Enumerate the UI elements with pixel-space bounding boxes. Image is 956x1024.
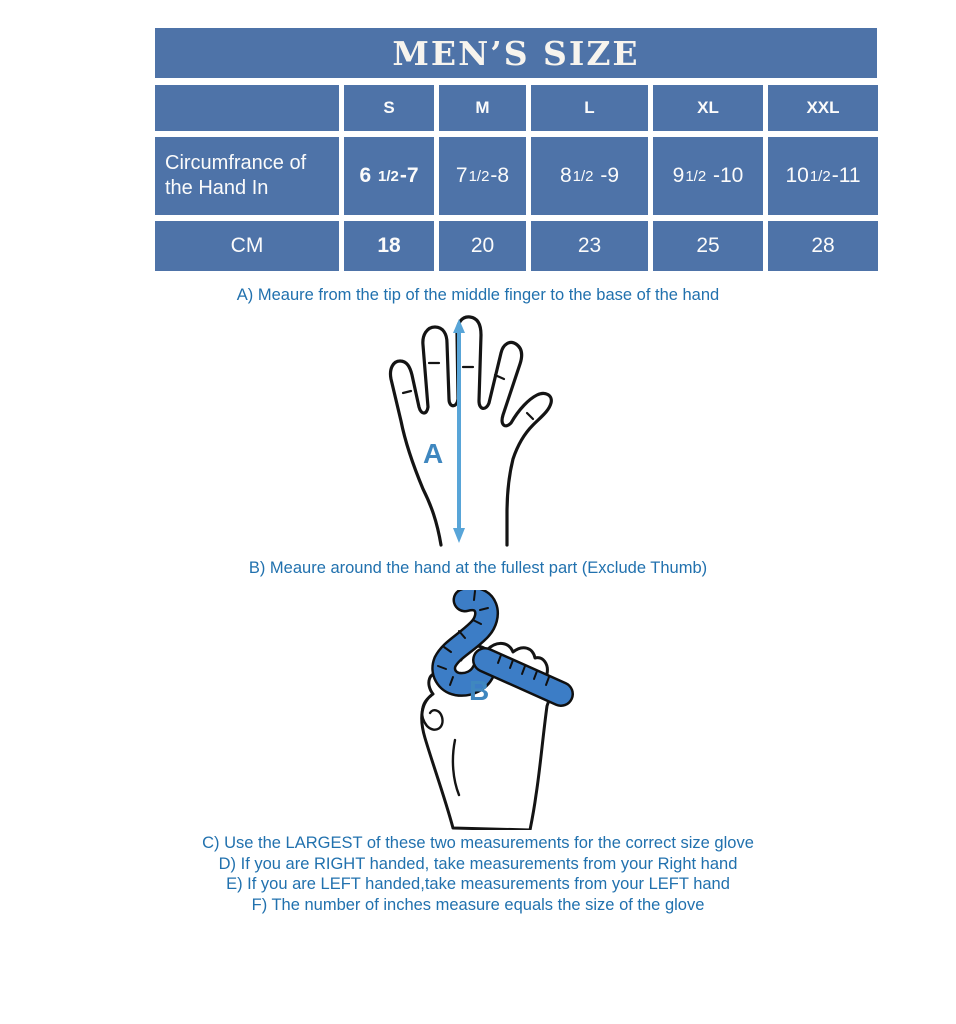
instruction-f: F) The number of inches measure equals the size of the glove — [251, 895, 705, 914]
inch-value-xl: 9 1/2 -10 — [653, 137, 763, 215]
col-header-m: M — [439, 85, 526, 131]
instruction-c: C) Use the LARGEST of these two measurements for the correct size glove — [202, 834, 754, 852]
instructions-cdef — [0, 833, 956, 915]
instruction-d: D) If you are RIGHT handed, take measurements from your Right hand — [218, 854, 738, 873]
cm-value-m: 20 — [439, 221, 526, 271]
cm-value-xxl: 28 — [768, 221, 878, 271]
cm-value-xl: 25 — [653, 221, 763, 271]
row-header-cm: CM — [155, 221, 339, 271]
size-grid — [155, 85, 877, 271]
inch-value-m: 7 1/2 -8 — [439, 137, 526, 215]
fist-measure-diagram — [395, 590, 575, 830]
row-header-inches: Circumfrance of the Hand In — [155, 137, 339, 215]
col-header-xl: XL — [653, 85, 763, 131]
table-title: MEN’S SIZE — [392, 33, 640, 73]
col-header-s: S — [344, 85, 434, 131]
diagram-a-label: A — [423, 438, 444, 469]
mens-size-table — [155, 28, 877, 271]
table-title-bar — [155, 28, 877, 78]
instruction-e: E) If you are LEFT handed,take measurements from your LEFT hand — [226, 875, 730, 894]
cm-value-s: 18 — [344, 221, 434, 271]
col-header-xxl: XXL — [768, 85, 878, 131]
col-header-l: L — [531, 85, 648, 131]
open-hand-diagram — [365, 313, 565, 548]
instruction-b: B) Meaure around the hand at the fullest part (Exclude Thumb) — [248, 559, 708, 577]
inch-value-s: 6 1/2 -7 — [344, 137, 434, 215]
instruction-a: A) Meaure from the tip of the middle finger to the base of the hand — [236, 286, 720, 304]
cm-value-l: 23 — [531, 221, 648, 271]
corner-cell — [155, 85, 339, 131]
inch-value-l: 8 1/2 -9 — [531, 137, 648, 215]
hand-outline-icon — [390, 317, 551, 545]
inch-value-xxl: 10 1/2 -11 — [768, 137, 878, 215]
diagram-b-label: B — [469, 675, 490, 706]
